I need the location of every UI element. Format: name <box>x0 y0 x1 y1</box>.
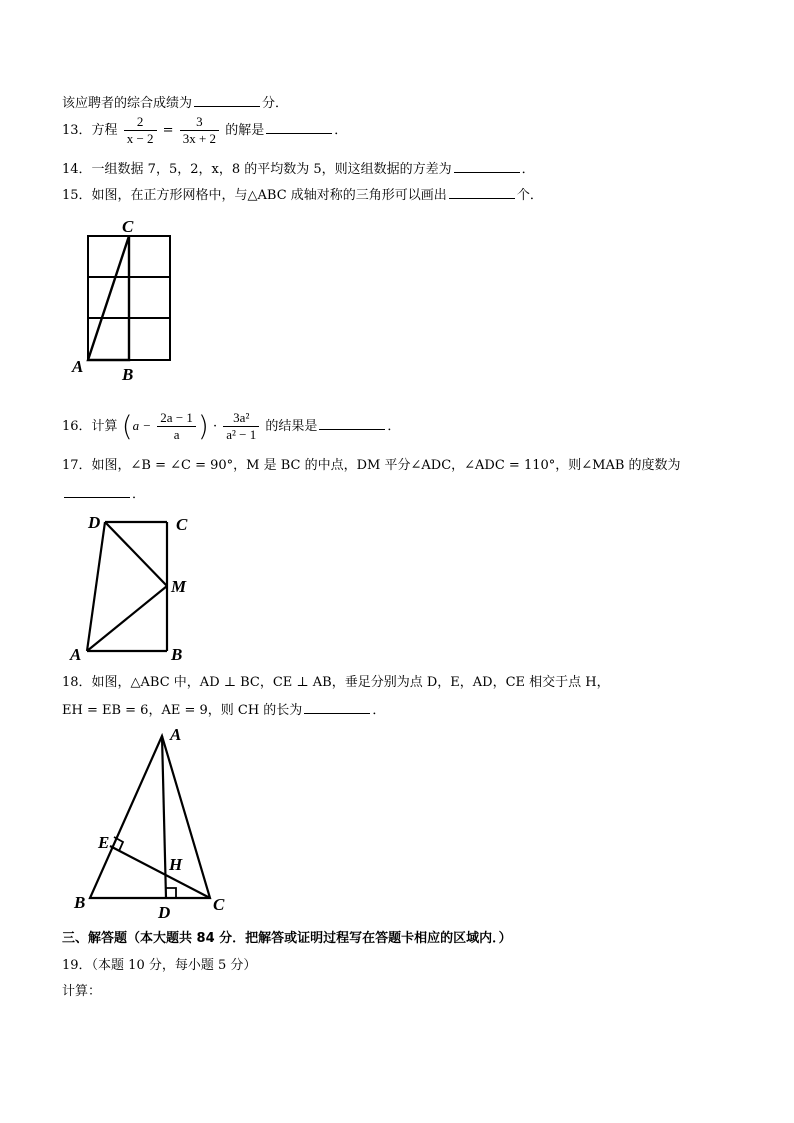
q18-text-2: EH = EB = 6，AE = 9，则 CH 的长为 <box>62 703 303 718</box>
label-m: M <box>171 577 187 596</box>
q13-fraction-2 <box>180 114 219 147</box>
q16-f1-den: a <box>157 426 196 443</box>
label-c: C <box>176 515 188 534</box>
right-paren: ) <box>197 409 209 443</box>
question-19 <box>62 957 256 975</box>
answer-blank-17[interactable] <box>64 483 130 498</box>
figure-15-grid <box>70 212 190 384</box>
question-17 <box>62 457 681 475</box>
question-16 <box>62 410 400 443</box>
section-3-title: 三、解答题（本大题共 84 分．把解答或证明过程写在答题卡相应的区域内．） <box>62 931 512 946</box>
q13-f1-den: x − 2 <box>124 130 157 147</box>
label-e: E <box>98 833 110 852</box>
q13-f2-num: 3 <box>196 114 203 129</box>
q16-f1-num: 2a − 1 <box>160 410 193 425</box>
q13-label: 13．方程 <box>62 123 118 138</box>
answer-blank-15[interactable] <box>449 184 515 199</box>
q16-label: 16．计算 <box>62 419 118 434</box>
q13-f1-num: 2 <box>136 114 144 129</box>
question-13 <box>62 114 347 147</box>
q15-end: 个． <box>516 188 543 203</box>
right-angle-d <box>166 888 176 898</box>
answer-blank-18[interactable] <box>304 699 370 714</box>
answer-blank-16[interactable] <box>319 415 385 430</box>
answer-blank-13[interactable] <box>266 119 332 134</box>
q16-fraction-1 <box>157 410 196 443</box>
question-17-blank <box>62 483 145 504</box>
q14-text: 14．一组数据 7，5，2，x，8 的平均数为 5，则这组数据的方差为 <box>62 162 452 177</box>
q18-dot: ． <box>372 703 386 718</box>
label-a: A <box>170 725 182 744</box>
q16-end: 的结果是 <box>265 419 318 434</box>
figure-17 <box>68 508 198 668</box>
segment-am <box>87 586 167 651</box>
label-c: C <box>213 895 225 914</box>
q16-fraction-2 <box>223 410 259 443</box>
triangle-abc <box>88 236 129 360</box>
q15-text: 15．如图，在正方形网格中，与△ABC 成轴对称的三角形可以画出 <box>62 188 447 203</box>
q13-dot: ． <box>334 123 348 138</box>
q19-text: 19．（本题 10 分，每小题 5 分） <box>62 958 257 973</box>
answer-blank-12[interactable] <box>194 92 260 107</box>
q13-fraction-1 <box>124 114 157 147</box>
label-b: B <box>171 645 183 664</box>
label-b: B <box>74 893 86 912</box>
triangle-abc <box>90 736 210 898</box>
segment-dm <box>105 522 167 586</box>
q17-dot: ． <box>132 487 146 502</box>
q16-mult: · <box>212 419 218 434</box>
q12-tail <box>62 92 288 113</box>
q16-a: a − <box>132 418 152 433</box>
q14-dot: ． <box>521 162 535 177</box>
q13-f2-den: 3x + 2 <box>180 130 219 147</box>
q13-end: 的解是 <box>225 123 265 138</box>
calc-label: 计算： <box>62 984 102 999</box>
label-d: D <box>88 513 101 532</box>
segment-ad <box>87 522 105 651</box>
label-c: C <box>122 217 134 236</box>
q16-dot: ． <box>387 419 401 434</box>
label-h: H <box>169 855 183 874</box>
left-paren: ( <box>121 409 133 443</box>
label-d: D <box>158 903 171 922</box>
question-18-line2 <box>62 699 385 720</box>
question-14 <box>62 158 535 179</box>
calc-label-line <box>62 983 101 1001</box>
q17-text: 17．如图，∠B = ∠C = 90°，M 是 BC 的中点，DM 平分∠ADC，∠ADC = 110°，则∠MAB 的度数为 <box>62 458 681 473</box>
q12-end: 分． <box>262 96 289 111</box>
question-15 <box>62 184 543 205</box>
section-3-heading <box>62 930 512 948</box>
label-b: B <box>122 365 134 384</box>
label-a: A <box>72 357 84 376</box>
q16-f2-den: a² − 1 <box>223 426 259 443</box>
question-18-line1 <box>62 674 610 692</box>
altitude-ce <box>110 846 210 898</box>
q13-equals: = <box>162 123 174 138</box>
figure-18 <box>70 722 240 922</box>
q18-text-1: 18．如图，△ABC 中，AD ⊥ BC，CE ⊥ AB，垂足分别为点 D，E，AD，CE 相交于点 H， <box>62 675 610 690</box>
q16-f2-num: 3a² <box>233 410 250 425</box>
answer-blank-14[interactable] <box>454 158 520 173</box>
q12-text: 该应聘者的综合成绩为 <box>62 96 193 111</box>
label-a: A <box>70 645 82 664</box>
